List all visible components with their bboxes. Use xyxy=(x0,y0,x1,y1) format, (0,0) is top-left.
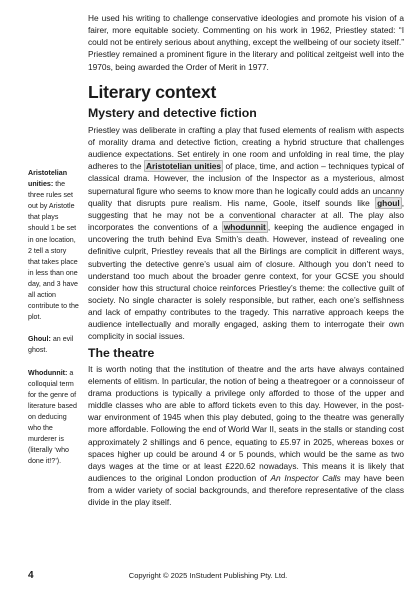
text-run: may have been from a wider variety of social backgrounds, and therefore representative of the class divide in the play itself. xyxy=(88,473,404,508)
theatre-paragraph xyxy=(88,363,404,509)
copyright-notice: Copyright © 2025 InStudent Publishing Pty. Ltd. xyxy=(128,571,288,580)
glossary-entry-whodunnit xyxy=(28,368,80,468)
text-run: , suggesting that he may not be a conventional character at all. The play also incorporates the conventions of a xyxy=(88,197,404,233)
main-content xyxy=(88,12,404,508)
text-run: Priestley was deliberate in crafting a play that fused elements of realism with aspects of morality drama and detective fiction, creating a hybrid structure that challenges audience expectations. Set entirely in one room and unfolding in real time, the play adheres to the xyxy=(88,124,404,172)
glossary-term: Whodunnit: xyxy=(28,368,68,377)
play-title-italic: An Inspector Calls xyxy=(270,473,341,483)
mystery-paragraph xyxy=(88,124,404,343)
page-footer xyxy=(0,568,416,584)
text-run: , keeping the audience engaged in uncovering the truth behind Eva Smith’s death. However, instead of revealing one definitive culprit, Priestley reveals that all the Birlings are complicit in different ways, subverting the detective genre’s usual aim of closure. Although you don’t need to understand too much about the broader genre context, for your GCSE you should consider how this structural choice reinforces Priestley’s theme: the collective guilt of society. No single character is solely responsible, but rather, each one’s selfishness and lack of empathy contributes to the tragedy. This narrative approach keeps the audience intellectually and morally engaged, asking them to interrogate their own complicity in social issues. xyxy=(88,222,404,342)
glossary-definition: an evil ghost. xyxy=(28,335,74,355)
keyword-aristotelian-unities: Aristotelian unities xyxy=(146,161,221,172)
glossary-term: Aristotelian unities: xyxy=(28,169,68,189)
glossary-sidebar xyxy=(28,168,80,478)
subsection-title-mystery: Mystery and detective fiction xyxy=(88,105,257,120)
glossary-entry-ghoul xyxy=(28,334,80,356)
subsection-title-theatre: The theatre xyxy=(88,345,155,360)
glossary-entry-aristotelian-unities xyxy=(28,168,80,323)
glossary-term: Ghoul: xyxy=(28,335,51,344)
keyword-whodunnit: whodunnit xyxy=(223,222,266,233)
text-run: It is worth noting that the institution of theatre and the arts have always contained elements of elitism. In particular, the notion of being a theatregoer or a connoisseur of drama productions is typically a privilege only afforded to those of the upper and middle classes who are able to afford tickets even to this day. However, in the post-war environment of 1945 when this play debuted, going to the theatre was generally more affordable. Following the end of World War II, seats in the stalls or standing cost approximately 2 shillings and 6 pence, equating to £5.97 in 2025, whereas boxes or spaces higher up could be around 4 or 5 pounds, which would be the same as two days wages at the time or at least £220.62 nowadays. This means it is likely that audiences to the original London production of xyxy=(88,363,404,483)
page-number: 4 xyxy=(28,570,34,581)
keyword-ghoul: ghoul xyxy=(377,197,400,208)
intro-paragraph: He used his writing to challenge conservative ideologies and promote his vision of a fairer, more equitable society. Commenting on his work in 1962, Priestley stated: “I could not be entirely serious about anything, except the wellbeing of our society itself.” Priestley remained a prominent figure in the literary and political zeitgeist well into the 1970s, being awarded the Order of Merit in 1977. xyxy=(88,13,404,72)
glossary-definition: a colloquial term for the genre of literature based on deducing who the murderer is (literally ‘who done it!?’). xyxy=(28,368,77,466)
section-title: Literary context xyxy=(88,81,217,102)
text-run: of place, time, and action – techniques typical of classical drama. However, the inclusion of the Inspector as a mysterious, almost supernatural figure who seems to know more than he logically could adds an uncanny quality that disrupts pure realism. His name, Goole, itself sounds like xyxy=(88,161,404,208)
glossary-definition: the three rules set out by Aristotle that plays should 1 be set in one location, 2 tell a story that takes place in less than one day, and 3 have all action contribute to the plot. xyxy=(28,180,79,322)
